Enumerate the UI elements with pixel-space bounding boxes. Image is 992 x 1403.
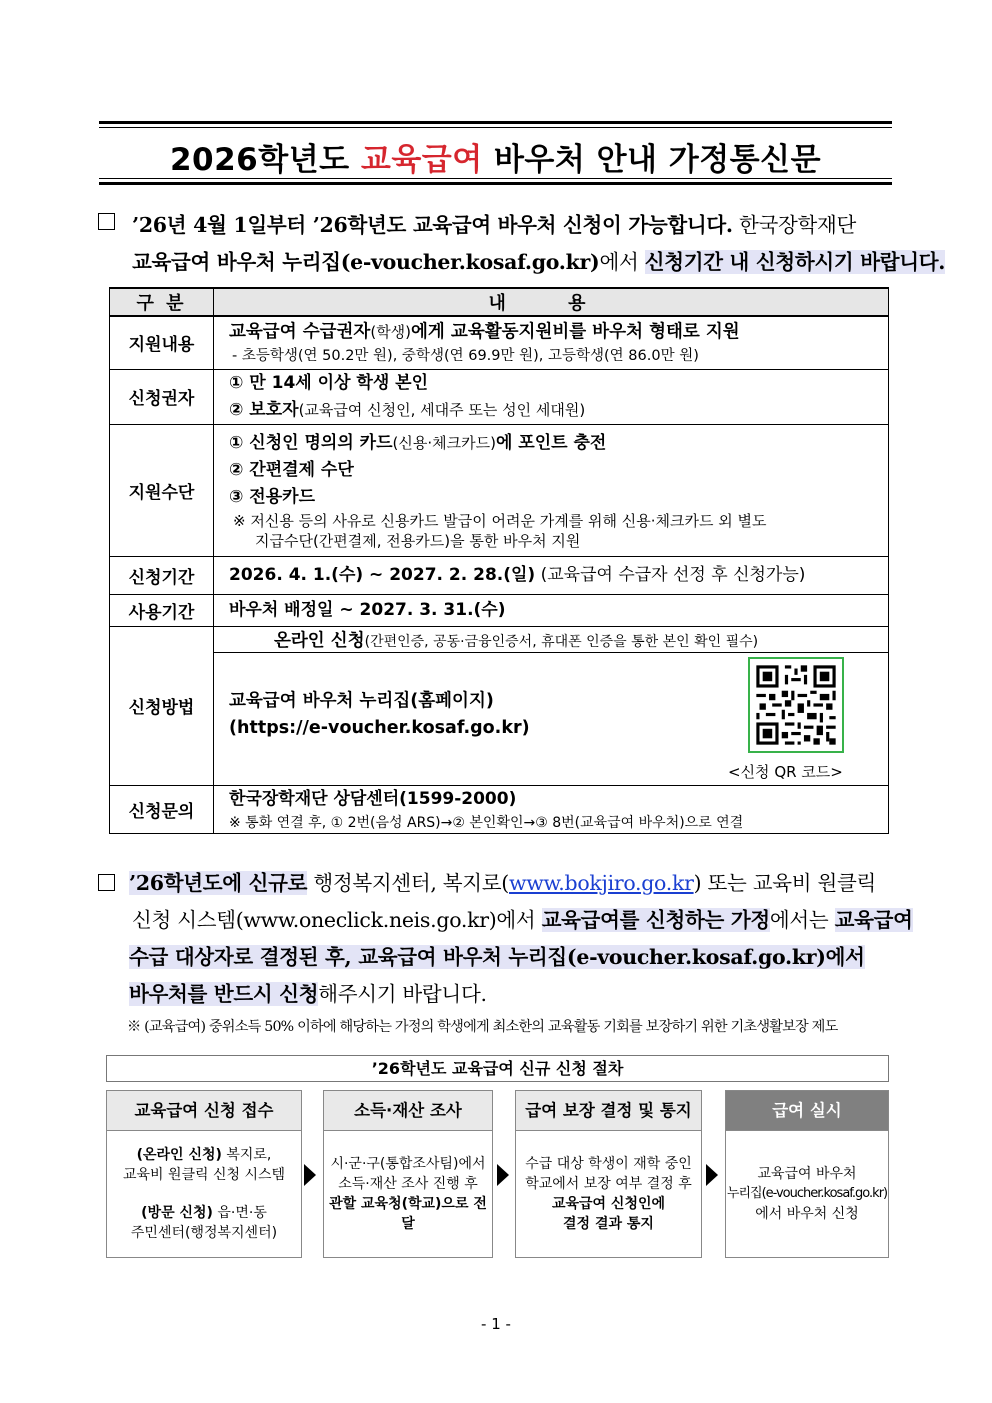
page-title: 2026학년도 교육급여 바우처 안내 가정통신문 [169,142,822,178]
stage-1 [106,1090,302,1260]
row-content-use-period: 바우처 배정일 ~ 2027. 3. 31.(수) [214,594,889,626]
row-label-apply-method: 신청방법 [110,626,214,785]
footnote: ※ (교육급여) 중위소득 50% 이하에 해당하는 가정의 학생에게 최소한의 교육활동 기회를 보장하기 위한 기초생활보장 제도 [127,1019,838,1035]
header-content: 내 용 [214,288,889,316]
row-label-method: 지원수단 [110,424,214,556]
stage-3-body: 수급 대상 학생이 재학 중인 학교에서 보장 여부 결정 후 교육급여 신청인에 결정 결과 통지 [515,1131,702,1258]
row-label-applicant: 신청권자 [110,369,214,424]
page-number: - 1 - [481,1315,511,1333]
row-label-support: 지원내용 [110,316,214,369]
stage-3 [515,1090,702,1260]
site-url: (https://e-voucher.kosaf.go.kr) [229,717,530,738]
para1-line2: 교육급여 바우처 누리집(e-voucher.kosaf.go.kr)에서 신청기간 내 신청하시기 바랍니다. [132,250,946,274]
stage-2 [323,1090,493,1260]
row-content-support: 교육급여 수급권자(학생)에게 교육활동지원비를 바우처 형태로 지원 - 초등학생(연 50.2만 원), 중학생(연 69.9만 원), 고등학생(연 86.0만 원) [214,316,889,369]
stage-4-body: 교육급여 바우처 누리집(e-voucher.kosaf.go.kr) 에서 바우처 신청 [725,1131,889,1258]
row-content-method: ① 신청인 명의의 카드(신용·체크카드)에 포인트 충전 ② 간편결제 수단 ③ 전용카드 ※ 저신용 등의 사유로 신용카드 발급이 어려운 가계를 위해 신용·체크카드 외 별도 지급수단(간편결제, 전용카드)을 통한 바우처 지원 [214,424,889,556]
para2-line1: ’26학년도에 신규로 행정복지센터, 복지로(www.bokjiro.go.kr) 또는 교육비 원클릭 [129,871,876,895]
stage-4 [725,1090,889,1260]
process-arrow [304,1164,316,1186]
row-content-applicant: ① 만 14세 이상 학생 본인 ② 보호자(교육급여 신청인, 세대주 또는 성인 세대원) [214,369,889,424]
stage-2-header: 소득·재산 조사 [323,1090,493,1131]
stage-3-header: 급여 보장 결정 및 통지 [515,1090,702,1131]
stage-1-body: (온라인 신청) 복지로, 교육비 원클릭 신청 시스템 (방문 신청) 읍·면·동 주민센터(행정복지센터) [106,1131,302,1258]
row-content-apply-method: 교육급여 바우처 누리집(홈페이지) (https://e-voucher.kosaf.go.kr) <신청 QR 코드> [214,652,889,785]
online-apply-line: 온라인 신청(간편인증, 공동·금융인증서, 휴대폰 인증을 통한 본인 확인 필수) [214,626,889,652]
stage-4-header: 급여 실시 [725,1090,889,1131]
checkbox-bullet-1 [98,213,115,230]
para2-line4: 바우처를 반드시 신청해주시기 바랍니다. [129,982,487,1006]
process-arrow [706,1164,718,1186]
row-label-inquiry: 신청문의 [110,785,214,833]
header-category: 구 분 [110,288,214,316]
row-content-inquiry: 한국장학재단 상담센터(1599-2000) ※ 통화 연결 후, ① 2번(음성 ARS)→② 본인확인→③ 8번(교육급여 바우처)으로 연결 [214,785,889,833]
para2-line2: 신청 시스템(www.oneclick.neis.go.kr)에서 교육급여를 신청하는 가정에서는 교육급여 [132,908,913,932]
checkbox-bullet-2 [98,874,115,891]
para1-line1: ’26년 4월 1일부터 ’26학년도 교육급여 바우처 신청이 가능합니다. 한국장학재단 [132,213,856,237]
process-title: ’26학년도 교육급여 신규 신청 절차 [106,1055,889,1082]
para2-line3: 수급 대상자로 결정된 후, 교육급여 바우처 누리집(e-voucher.kosaf.go.kr)에서 [129,945,865,969]
stage-1-header: 교육급여 신청 접수 [106,1090,302,1131]
title-highlight: 교육급여 [360,142,483,178]
stage-2-body: 시·군·구(통합조사팀)에서 소득·재산 조사 진행 후 관할 교육청(학교)으로 전달 [323,1131,493,1258]
qr-caption: <신청 QR 코드> [728,762,843,781]
row-label-period: 신청기간 [110,556,214,594]
bokjiro-link[interactable]: www.bokjiro.go.kr [509,871,694,895]
row-content-period: 2026. 4. 1.(수) ~ 2027. 2. 28.(일) (교육급여 수급자 선정 후 신청가능) [214,556,889,594]
row-label-use-period: 사용기간 [110,594,214,626]
qr-code[interactable] [748,657,844,753]
process-arrow [497,1164,509,1186]
qr-code-image [750,659,842,751]
title-box [99,121,892,185]
